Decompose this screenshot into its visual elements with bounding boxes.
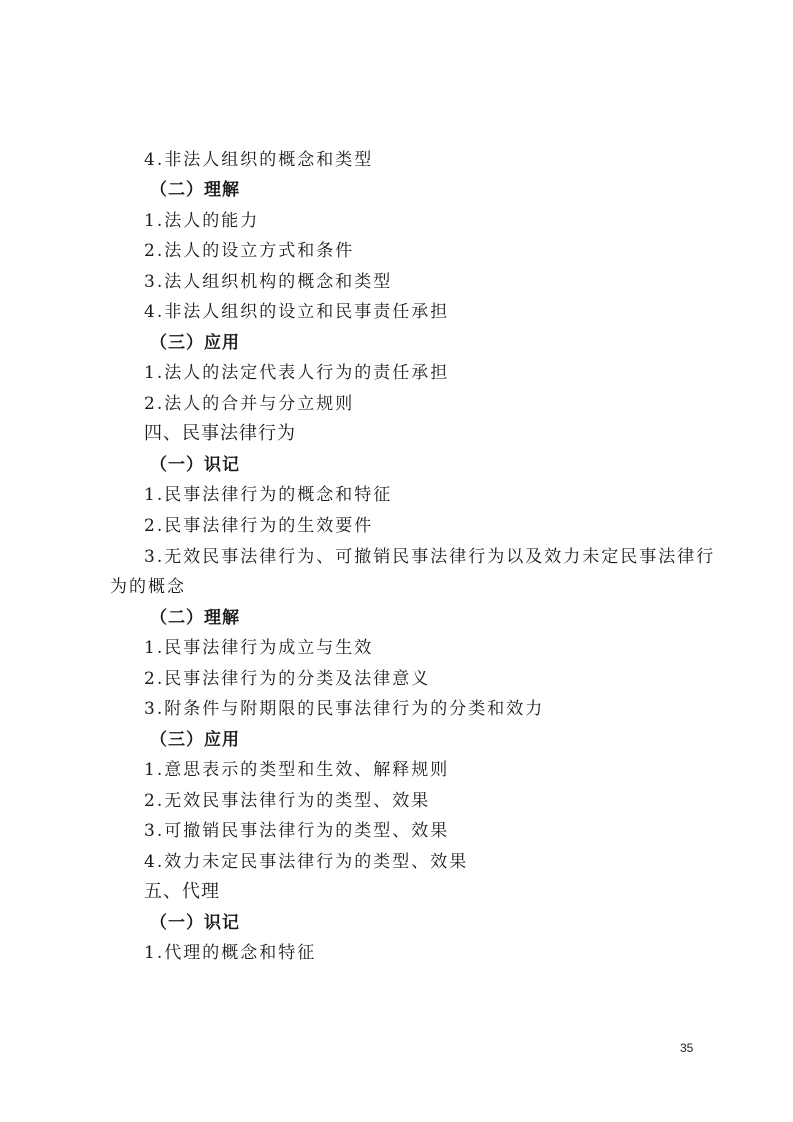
subsection-heading: （二）理解 [150,180,240,200]
list-item: 2.法人的设立方式和条件 [144,241,355,261]
subsection-heading: （一）识记 [150,455,240,475]
list-item: 1.民事法律行为的概念和特征 [144,485,393,505]
list-item: 4.非法人组织的概念和类型 [144,150,374,170]
list-item: 3.可撤销民事法律行为的类型、效果 [144,821,450,841]
list-item: 1.意思表示的类型和生效、解释规则 [144,760,450,780]
section-heading: 五、代理 [144,881,220,902]
page-number: 35 [680,1041,694,1055]
list-item: 3.法人组织机构的概念和类型 [144,272,393,292]
list-item: 1.代理的概念和特征 [144,943,317,963]
list-item: 2.无效民事法律行为的类型、效果 [144,791,431,811]
list-item: 2.民事法律行为的生效要件 [144,516,374,536]
list-item-continuation: 为的概念 [110,577,186,597]
subsection-heading: （一）识记 [150,913,240,933]
list-item: 3.无效民事法律行为、可撤销民事法律行为以及效力未定民事法律行 [144,547,716,567]
list-item: 1.法人的法定代表人行为的责任承担 [144,363,450,383]
list-item: 1.民事法律行为成立与生效 [144,638,374,658]
section-heading: 四、民事法律行为 [144,423,296,444]
subsection-heading: （三）应用 [150,730,240,750]
list-item: 2.法人的合并与分立规则 [144,394,355,414]
list-item: 3.附条件与附期限的民事法律行为的分类和效力 [144,699,545,719]
list-item: 1.法人的能力 [144,211,260,231]
list-item: 4.效力未定民事法律行为的类型、效果 [144,852,469,872]
list-item: 4.非法人组织的设立和民事责任承担 [144,302,450,322]
subsection-heading: （二）理解 [150,608,240,628]
list-item: 2.民事法律行为的分类及法律意义 [144,669,431,689]
subsection-heading: （三）应用 [150,333,240,353]
